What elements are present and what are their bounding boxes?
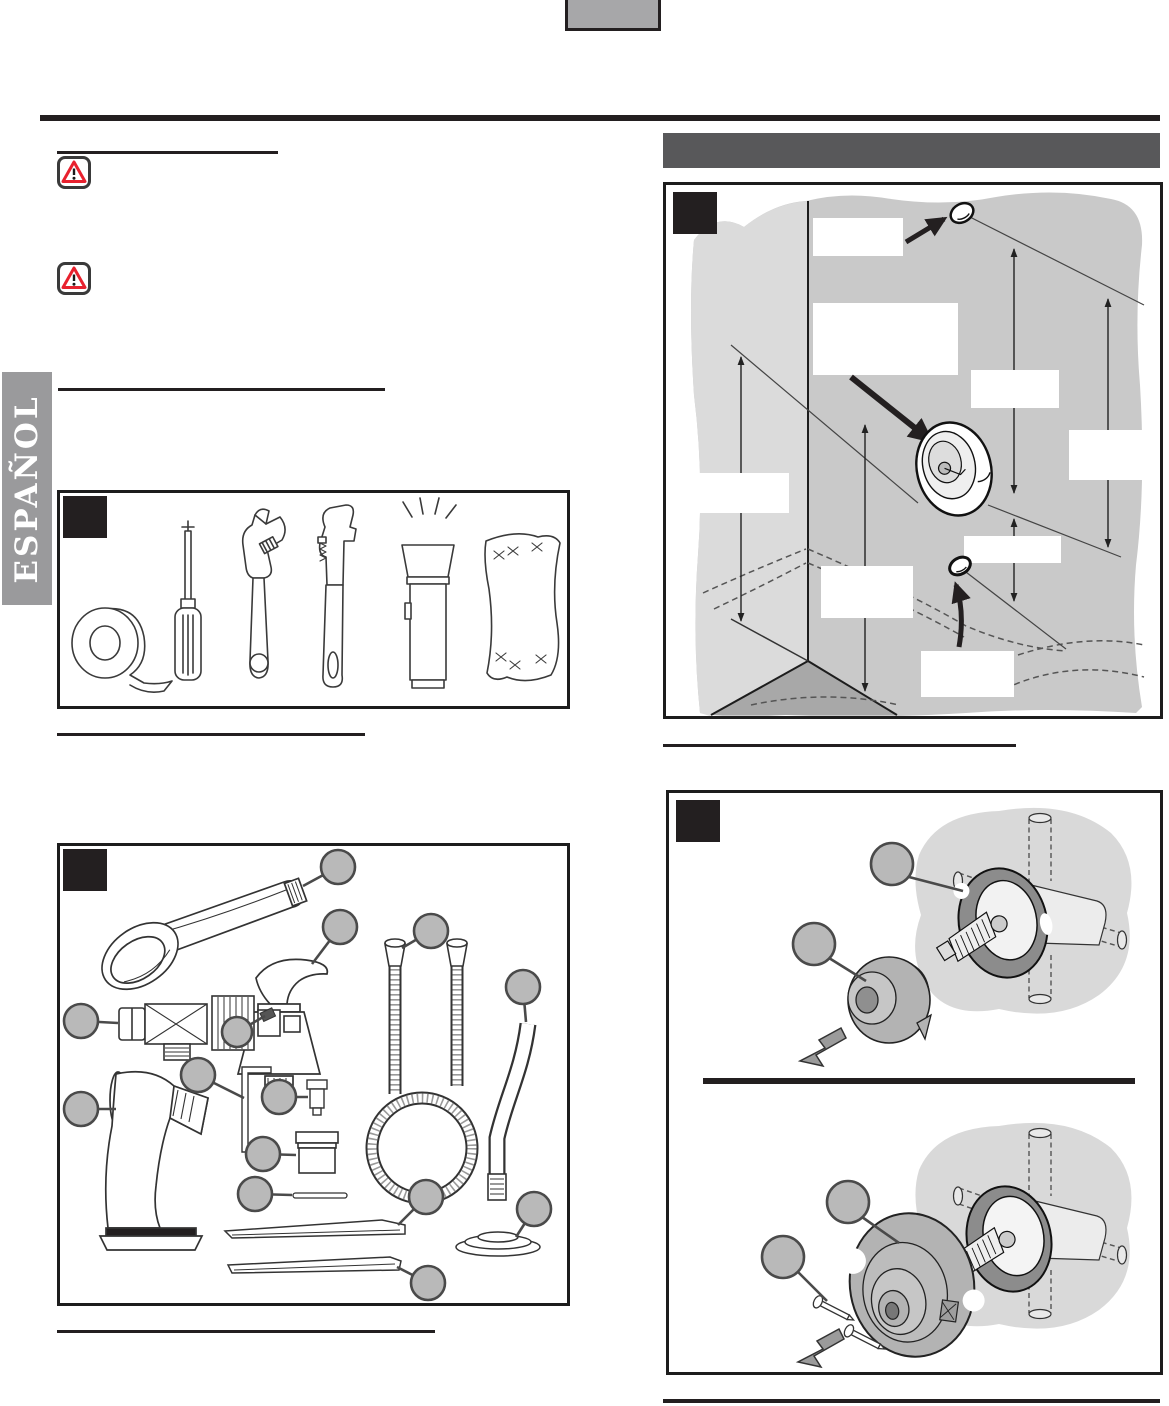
- step2-number-box: [676, 800, 720, 842]
- step2-upper-panel: [793, 808, 1131, 1066]
- section1-heading-rule: [57, 151, 278, 154]
- warning-icon: [57, 156, 91, 189]
- callout-circle: [827, 1181, 869, 1223]
- step2-lower-panel: [762, 1123, 1131, 1368]
- parts-step-number-box: [63, 849, 107, 891]
- step1-caption-rule: [663, 744, 1016, 747]
- warning-triangle-icon: [61, 160, 87, 185]
- page-corner-label-box: [565, 0, 661, 31]
- adjustable-wrench-icon: [243, 509, 285, 678]
- removal-arrow: [800, 1028, 846, 1066]
- warning-triangle-icon: [61, 266, 87, 291]
- slide-bar-upper: [225, 1220, 405, 1238]
- callout-circle: [793, 923, 835, 965]
- language-tab-label: ESPAÑOL: [9, 393, 45, 584]
- removal-arrow: [798, 1329, 844, 1367]
- bottom-rule-right: [663, 1399, 1160, 1403]
- thread-seal-tape-icon: [72, 608, 172, 692]
- shower-hose: [372, 939, 472, 1198]
- grease-jar: [296, 1132, 338, 1173]
- section-header-bar: [663, 133, 1160, 168]
- tools-step-number-box: [63, 496, 107, 538]
- callout-circle: [871, 843, 913, 885]
- cloth-icon: [485, 534, 560, 681]
- tub-spout: [100, 1072, 208, 1250]
- pipe-wrench-icon: [318, 505, 356, 687]
- slide-bar-lower: [228, 1257, 401, 1273]
- valve-trim-diagram: [669, 793, 1160, 1372]
- slide-strip: [293, 1193, 347, 1198]
- step1-number-box: [673, 192, 717, 234]
- shower-arm: [488, 1024, 528, 1200]
- language-tab: [2, 372, 52, 605]
- step2-diagram-box: [666, 790, 1163, 1375]
- parts-box: [57, 843, 570, 1306]
- wall-flange: [456, 1232, 540, 1256]
- top-rule: [40, 115, 1160, 121]
- section4-heading-rule: [57, 1330, 435, 1333]
- parts-illustration: [60, 846, 567, 1303]
- phillips-screwdriver-icon: [175, 521, 201, 680]
- wall-rough-in-diagram: [666, 185, 1160, 716]
- flashlight-icon: [402, 498, 456, 688]
- tools-box: [57, 490, 570, 709]
- section2-heading-rule: [58, 388, 385, 391]
- step1-diagram-box: [663, 182, 1163, 719]
- test-cap: [848, 957, 931, 1043]
- panel-divider-rule: [703, 1078, 1135, 1084]
- warning-icon: [57, 262, 91, 295]
- tools-illustration: [60, 493, 567, 706]
- callout-circle: [762, 1236, 804, 1278]
- section3-heading-rule: [57, 733, 365, 736]
- adapter: [307, 1080, 327, 1115]
